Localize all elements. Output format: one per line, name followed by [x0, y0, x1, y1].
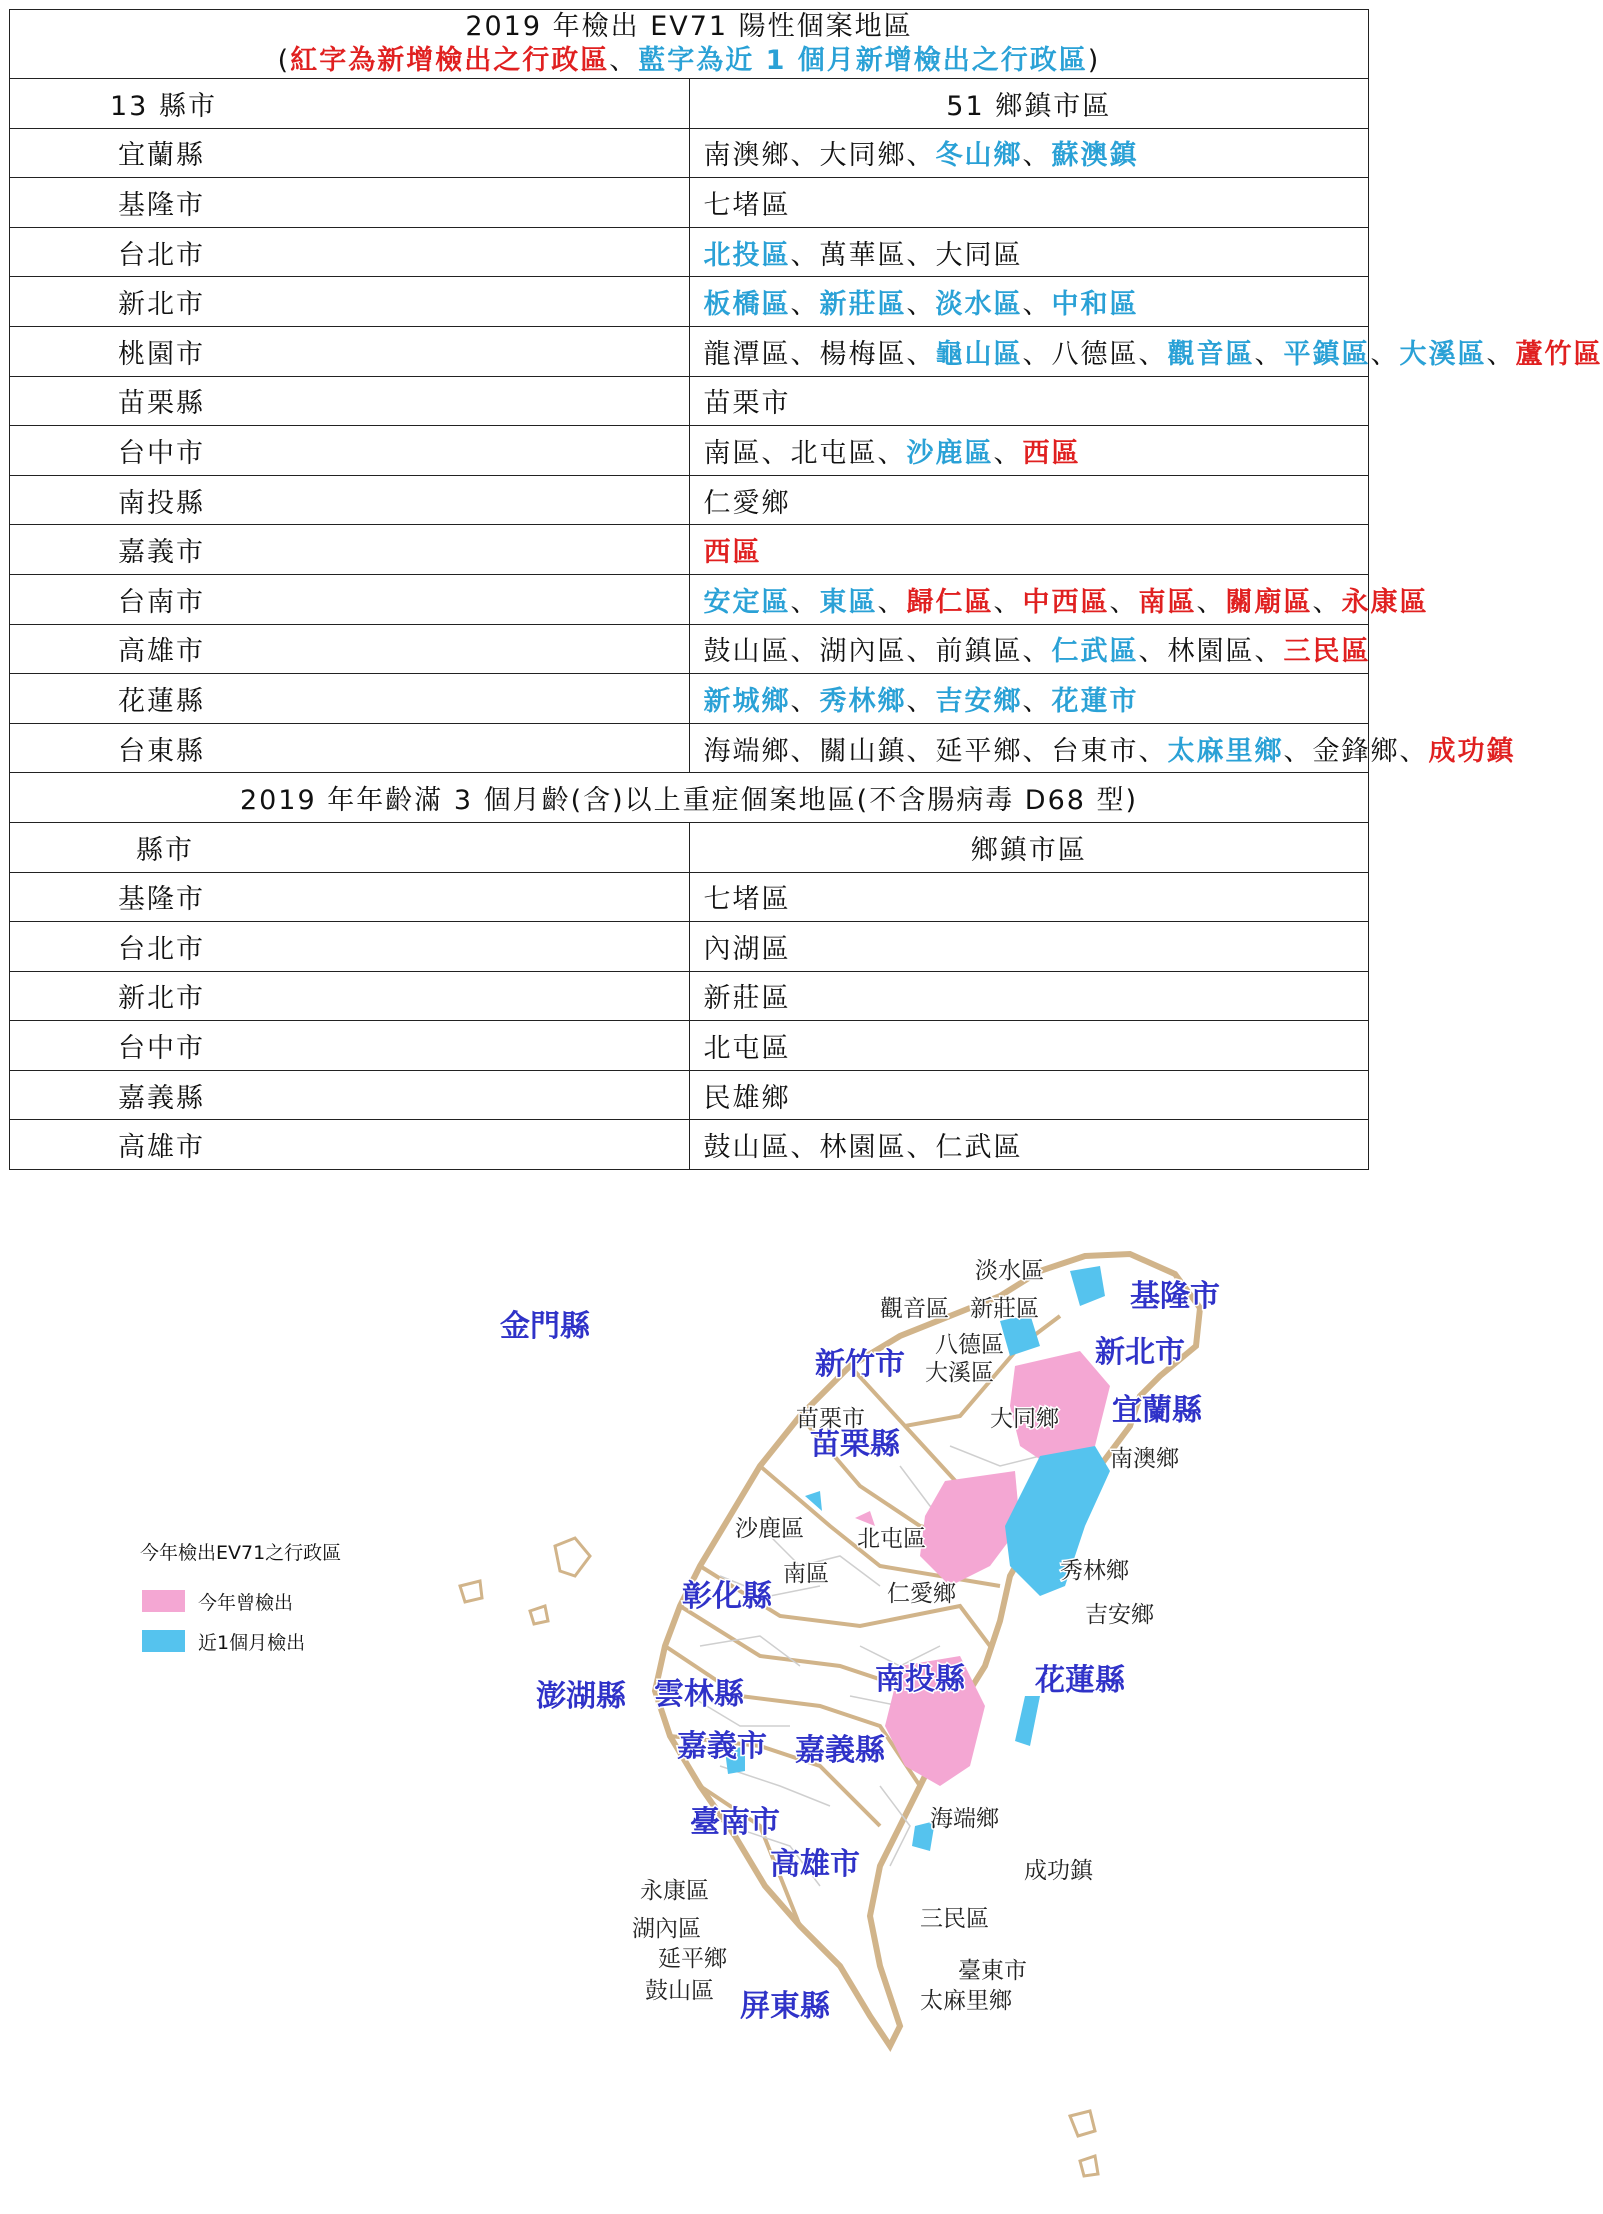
district-name: 淡水區: [935, 289, 1023, 321]
district-name: 西區: [1022, 437, 1081, 469]
separator: 、: [790, 289, 820, 321]
district-name: 平鎮區: [1283, 338, 1371, 370]
district-label: 北屯區: [857, 1526, 926, 1552]
table-row: [10, 128, 1369, 178]
districts-cell: 七堵區: [689, 872, 1369, 922]
county-label: 宜蘭縣: [1112, 1393, 1202, 1428]
district-label: 秀林鄉: [1060, 1558, 1129, 1584]
district-name: 永康區: [1341, 586, 1429, 618]
county-label: 屏東縣: [740, 1989, 830, 2024]
district-name: 仁武區: [1051, 636, 1139, 668]
county-cell: 台中市: [10, 426, 690, 476]
table-row: [10, 525, 1369, 575]
county-cell: 南投縣: [10, 475, 690, 525]
separator: 、: [906, 239, 936, 271]
districts-cell: [689, 574, 1429, 624]
county-label: 基隆市: [1130, 1279, 1220, 1314]
separator: 、: [1399, 735, 1429, 767]
legend-swatch-blue: [142, 1630, 185, 1652]
separator: 、: [1022, 735, 1052, 767]
county-cell: 基隆市: [10, 178, 690, 228]
district-name: 台東市: [1051, 735, 1139, 767]
separator: 、: [1022, 140, 1052, 172]
separator: 、: [790, 636, 820, 668]
district-label: 淡水區: [975, 1258, 1044, 1284]
district-name: 楊梅區: [819, 338, 907, 370]
district-name: 北屯區: [790, 437, 878, 469]
districts-cell: [689, 376, 1369, 426]
table-row: [10, 277, 1369, 327]
separator: 、: [1312, 586, 1342, 618]
county-label: 高雄市: [770, 1847, 860, 1882]
separator: 、: [993, 586, 1023, 618]
district-label: 南澳鄉: [1110, 1446, 1179, 1472]
table-row: [10, 475, 1369, 525]
separator: 、: [1022, 685, 1052, 717]
county-label: 花蓮縣: [1035, 1663, 1125, 1698]
county-label: 臺南市: [690, 1805, 780, 1840]
separator: 、: [790, 140, 820, 172]
county-label: 嘉義縣: [795, 1733, 885, 1768]
district-label: 八德區: [935, 1332, 1004, 1358]
districts-cell: 民雄鄉: [689, 1070, 1369, 1120]
separator: 、: [1254, 338, 1284, 370]
table-row: [10, 723, 1369, 773]
district-label: 沙鹿區: [735, 1516, 804, 1542]
district-name: 南區: [1138, 586, 1197, 618]
district-name: 成功鎮: [1428, 735, 1516, 767]
district-name: 新莊區: [819, 289, 907, 321]
separator: 、: [790, 735, 820, 767]
table-row: [10, 376, 1369, 426]
table-row: [10, 178, 1369, 228]
district-name: 鼓山區: [703, 636, 791, 668]
district-name: 關山鎮: [819, 735, 907, 767]
separator: 、: [1138, 735, 1168, 767]
district-name: 歸仁區: [906, 586, 994, 618]
district-name: 南區: [703, 437, 762, 469]
district-name: 安定區: [703, 586, 791, 618]
district-name: 蘆竹區: [1515, 338, 1603, 370]
district-label: 太麻里鄉: [920, 1988, 1012, 2014]
district-label: 仁愛鄉: [887, 1581, 956, 1607]
separator: 、: [906, 338, 936, 370]
legend-label-pink: 今年曾檢出: [198, 1592, 294, 1614]
district-label: 鼓山區: [645, 1978, 714, 2004]
district-name: 延平鄉: [935, 735, 1023, 767]
table-row: [10, 971, 1369, 1021]
separator: 、: [906, 289, 936, 321]
district-label: 成功鎮: [1024, 1858, 1093, 1884]
district-name: 湖內區: [819, 636, 907, 668]
districts-cell: [689, 178, 1369, 228]
district-label: 吉安鄉: [1085, 1602, 1154, 1628]
separator: 、: [906, 685, 936, 717]
table-title: [10, 10, 1369, 79]
map-legend: [140, 1542, 341, 1654]
district-name: 龜山區: [935, 338, 1023, 370]
district-label: 永康區: [640, 1878, 709, 1904]
districts-cell: [689, 426, 1369, 476]
districts-cell: [689, 723, 1516, 773]
district-name: 吉安鄉: [935, 685, 1023, 717]
legend-part: 藍字為近 1 個月新增檢出之行政區: [638, 45, 1088, 76]
districts-cell: [689, 674, 1369, 724]
district-name: 板橋區: [703, 289, 791, 321]
table-row: [10, 674, 1369, 724]
county-cell: 嘉義市: [10, 525, 690, 575]
county-cell: 高雄市: [10, 624, 690, 674]
separator: 、: [877, 586, 907, 618]
district-name: 仁愛鄉: [703, 487, 791, 519]
district-name: 大溪區: [1399, 338, 1487, 370]
separator: 、: [1283, 735, 1313, 767]
district-label: 三民區: [920, 1906, 989, 1932]
district-name: 龍潭區: [703, 338, 791, 370]
county-cell: 宜蘭縣: [10, 128, 690, 178]
separator: 、: [1138, 338, 1168, 370]
table-row: [10, 1070, 1369, 1120]
county-cell: 台南市: [10, 574, 690, 624]
district-name: 林園區: [1167, 636, 1255, 668]
county-label: 新北市: [1095, 1335, 1185, 1370]
separator: 、: [877, 437, 907, 469]
legend-label-blue: 近1個月檢出: [198, 1632, 306, 1654]
districts-cell: 新莊區: [689, 971, 1369, 1021]
county-label: 澎湖縣: [536, 1679, 626, 1714]
district-name: 中西區: [1022, 586, 1110, 618]
county-cell: 花蓮縣: [10, 674, 690, 724]
county-label: 新竹市: [815, 1347, 905, 1382]
district-name: 金鋒鄉: [1312, 735, 1400, 767]
districts-cell: [689, 277, 1369, 327]
county-label: 嘉義市: [677, 1729, 767, 1764]
district-name: 秀林鄉: [819, 685, 907, 717]
separator: 、: [1022, 338, 1052, 370]
district-name: 冬山鄉: [935, 140, 1023, 172]
separator: 、: [790, 239, 820, 271]
districts-cell: 北屯區: [689, 1021, 1369, 1071]
district-label: 大同鄉: [990, 1406, 1059, 1432]
separator: 、: [761, 437, 791, 469]
district-label: 湖內區: [632, 1916, 701, 1942]
county-label: 雲林縣: [654, 1677, 744, 1712]
district-label: 新莊區: [970, 1296, 1039, 1322]
county-label: 彰化縣: [682, 1579, 772, 1614]
separator: 、: [790, 685, 820, 717]
district-name: 八德區: [1051, 338, 1139, 370]
county-cell: 台中市: [10, 1021, 690, 1071]
separator: 、: [993, 437, 1023, 469]
districts-cell: [689, 624, 1369, 674]
col2-header-districts: 鄉鎮市區: [689, 822, 1369, 872]
table-row: [10, 426, 1369, 476]
county-label: 金門縣: [500, 1309, 590, 1344]
separator: 、: [906, 140, 936, 172]
district-name: 關廟區: [1225, 586, 1313, 618]
district-name: 觀音區: [1167, 338, 1255, 370]
district-label: 臺東市: [958, 1958, 1027, 1984]
table-row: [10, 326, 1369, 376]
district-label: 海端鄉: [930, 1806, 999, 1832]
district-name: 東區: [819, 586, 878, 618]
districts-cell: [689, 227, 1369, 277]
county-label: 苗栗縣: [810, 1427, 900, 1462]
col-header-county: 13 縣市: [10, 79, 690, 129]
district-name: 太麻里鄉: [1167, 735, 1284, 767]
separator: 、: [1254, 636, 1284, 668]
legend-part: (: [277, 45, 291, 76]
legend-swatch-pink: [142, 1590, 185, 1612]
table-row: [10, 227, 1369, 277]
legend-part: 紅字為新增檢出之行政區: [290, 45, 610, 76]
district-name: 西區: [703, 537, 762, 569]
district-name: 中和區: [1051, 289, 1139, 321]
district-label: 苗栗市: [796, 1406, 865, 1432]
col2-header-county: 縣市: [10, 822, 690, 872]
district-name: 萬華區: [819, 239, 907, 271]
taiwan-map: [0, 1226, 1378, 2214]
district-name: 花蓮市: [1051, 685, 1139, 717]
separator: 、: [906, 735, 936, 767]
county-cell: 台北市: [10, 922, 690, 972]
district-name: 大同鄉: [819, 140, 907, 172]
districts-cell: [689, 326, 1603, 376]
legend-title: 今年檢出EV71之行政區: [140, 1542, 342, 1564]
district-name: 大同區: [935, 239, 1023, 271]
district-label: 南區: [783, 1561, 829, 1587]
district-name: 海端鄉: [703, 735, 791, 767]
county-cell: 台東縣: [10, 723, 690, 773]
districts-cell: [689, 525, 1369, 575]
county-label: 南投縣: [875, 1662, 965, 1697]
district-name: 三民區: [1283, 636, 1371, 668]
districts-cell: 鼓山區、林園區、仁武區: [689, 1120, 1369, 1170]
district-name: 蘇澳鎮: [1051, 140, 1139, 172]
districts-cell: 內湖區: [689, 922, 1369, 972]
separator: 、: [1196, 586, 1226, 618]
ev71-table: [9, 9, 1603, 1170]
county-cell: 新北市: [10, 277, 690, 327]
separator: 、: [790, 586, 820, 618]
col-header-districts: 51 鄉鎮市區: [689, 79, 1369, 129]
district-name: 南澳鄉: [703, 140, 791, 172]
county-cell: 新北市: [10, 971, 690, 1021]
county-cell: 台北市: [10, 227, 690, 277]
districts-cell: [689, 475, 1369, 525]
table-row: [10, 574, 1369, 624]
separator: 、: [1138, 636, 1168, 668]
district-label: 延平鄉: [658, 1946, 727, 1972]
separator: 、: [1370, 338, 1400, 370]
separator: 、: [1486, 338, 1516, 370]
county-cell: 苗栗縣: [10, 376, 690, 426]
legend-part: ): [1087, 45, 1101, 76]
district-label: 觀音區: [880, 1296, 949, 1322]
county-cell: 桃園市: [10, 326, 690, 376]
county-cell: 基隆市: [10, 872, 690, 922]
table-row: [10, 1021, 1369, 1071]
table-title-text: 2019 年檢出 EV71 陽性個案地區: [465, 11, 913, 42]
district-name: 七堵區: [703, 189, 791, 221]
separator: 、: [790, 338, 820, 370]
district-name: 苗栗市: [703, 388, 791, 420]
county-cell: 嘉義縣: [10, 1070, 690, 1120]
table-row: [10, 922, 1369, 972]
separator: 、: [906, 636, 936, 668]
district-name: 前鎮區: [935, 636, 1023, 668]
county-cell: 高雄市: [10, 1120, 690, 1170]
districts-cell: [689, 128, 1369, 178]
section2-title: 2019 年年齡滿 3 個月齡(含)以上重症個案地區(不含腸病毒 D68 型): [10, 773, 1369, 823]
table-row: [10, 872, 1369, 922]
separator: 、: [1109, 586, 1139, 618]
district-name: 北投區: [703, 239, 791, 271]
legend-part: 、: [609, 45, 639, 76]
separator: 、: [1022, 636, 1052, 668]
table-row: [10, 1120, 1369, 1170]
table-row: [10, 624, 1369, 674]
district-name: 新城鄉: [703, 685, 791, 717]
district-name: 沙鹿區: [906, 437, 994, 469]
district-label: 大溪區: [925, 1360, 994, 1386]
separator: 、: [1022, 289, 1052, 321]
